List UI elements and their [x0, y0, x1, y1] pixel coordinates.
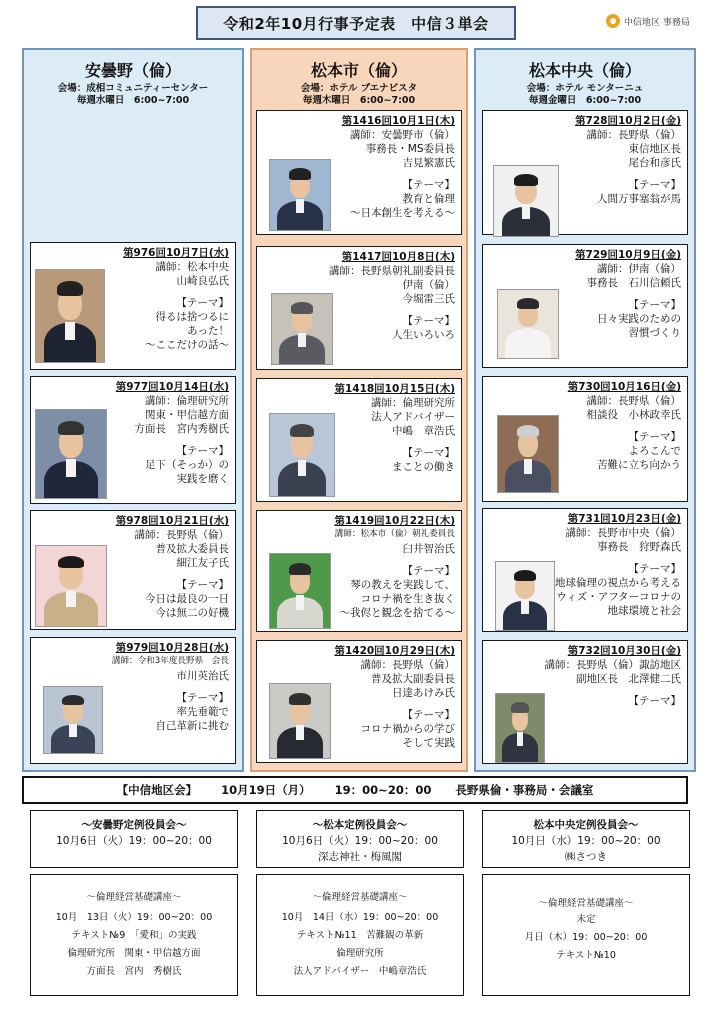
committee-time: 10月日（水）19：00~20：00: [511, 835, 661, 847]
meeting-line: 講師：長野県朝礼副委員長: [329, 265, 455, 277]
meeting-heading: 第731回10月23日(金): [567, 513, 681, 525]
meeting-line: 琴の教えを実践して、: [350, 579, 455, 591]
meeting-line: 足下（そっか）の: [145, 459, 229, 471]
meeting-line: 得るは捨つるに: [155, 311, 229, 323]
meeting-line: 講師：倫理研究所: [145, 395, 229, 407]
meeting-heading: 第729回10月9日(金): [575, 249, 681, 261]
column-venue: 会場：成相コミュニティーセンター: [57, 83, 209, 94]
meeting-line: 講師：安曇野市（倫）: [350, 129, 455, 141]
meeting-line: 地球倫理の視点から考える: [555, 577, 681, 589]
speaker-photo: [495, 561, 555, 631]
banner-date: 10月19日（月）: [221, 783, 311, 797]
meeting-line: 関東・甲信越方面: [145, 409, 229, 421]
meeting-line: ～ここだけの話～: [145, 339, 229, 351]
meeting-line: 普及拡大委員長: [155, 543, 229, 555]
meeting-heading: 第1418回10月15日(木): [334, 383, 455, 395]
committee-title: ～安曇野定例役員会～: [81, 819, 187, 831]
meeting-heading: 第732回10月30日(金): [567, 645, 681, 657]
theme-label: 【テーマ】: [628, 563, 681, 575]
speaker-photo: [269, 683, 331, 759]
committee-time: 10月6日（火）19：00~20：00: [282, 835, 438, 847]
meeting-card: [30, 242, 236, 370]
meeting-line: 法人アドバイザー: [371, 411, 455, 423]
meeting-line: 吉見繁憲氏: [402, 157, 455, 169]
meeting-line: 講師：長野県（倫）: [134, 529, 229, 541]
meeting-line: 講師：令和3年度長野県 会長: [111, 656, 229, 666]
meeting-line: 方面長 宮内秀樹氏: [134, 423, 229, 435]
lecture-line: 倫理研究所: [336, 948, 384, 959]
column-venue: 会場：ホテル ブエナビスタ: [300, 83, 418, 94]
meeting-heading: 第1416回10月1日(木): [341, 115, 455, 127]
column-title: 安曇野（倫）: [84, 61, 181, 80]
meeting-line: 講師：松本中央: [155, 261, 229, 273]
meeting-card: [482, 376, 688, 502]
meeting-line: あった！: [187, 325, 229, 337]
meeting-card: [30, 510, 236, 630]
speaker-photo: [35, 409, 107, 499]
meeting-line: ～日本創生を考える～: [350, 207, 455, 219]
banner-place: 長野県倫・事務局・会議室: [455, 783, 594, 797]
meeting-heading: 第979回10月28日(水): [115, 642, 229, 654]
column-time: 毎週金曜日 6:00~7:00: [528, 95, 642, 106]
meeting-line: 普及拡大副委員長: [371, 673, 455, 685]
meeting-line: 講師：長野県（倫）: [586, 395, 681, 407]
speaker-photo: [493, 165, 559, 237]
meeting-line: 実践を磨く: [176, 473, 229, 485]
column-time: 毎週水曜日 6:00~7:00: [76, 95, 190, 106]
meeting-line: 講師：長野県（倫）: [360, 659, 455, 671]
speaker-photo: [269, 159, 331, 231]
theme-label: 【テーマ】: [402, 447, 455, 459]
meeting-line: 自己革新に挑む: [155, 720, 229, 732]
theme-label: 【テーマ】: [176, 445, 229, 457]
meeting-line: コロナ禍からの学び: [360, 723, 455, 735]
theme-label: 【テーマ】: [628, 695, 681, 707]
committee-place: 深志神社・梅風閣: [318, 851, 402, 863]
meeting-line: 講師：長野県（倫）: [586, 129, 681, 141]
meeting-heading: 第978回10月21日(水): [115, 515, 229, 527]
committee-box-matsumoto: [256, 810, 464, 868]
meeting-line: 講師：伊南（倫）: [597, 263, 681, 275]
banner-label: 【中信地区会】: [116, 783, 198, 797]
committee-box-chuo: [482, 810, 690, 868]
meeting-line: 中嶋 章浩氏: [392, 425, 455, 437]
meeting-line: 臼井智治氏: [402, 543, 455, 555]
lecture-line: テキスト№10: [556, 950, 616, 961]
meeting-heading: 第976回10月7日(水): [123, 247, 229, 259]
meeting-line: 今堀雷三氏: [402, 293, 455, 305]
meeting-card: [482, 244, 688, 368]
meeting-line: まことの働き: [392, 461, 455, 473]
theme-label: 【テーマ】: [628, 179, 681, 191]
speaker-photo: [35, 269, 105, 363]
speaker-photo: [495, 693, 545, 763]
lecture-line: ～倫理経営基礎講座～: [86, 892, 182, 903]
meeting-line: 事務長・MS委員長: [365, 143, 455, 155]
org-logo-icon: [606, 14, 620, 28]
meeting-line: 副地区長 北澤健二氏: [576, 673, 681, 685]
meeting-line: 事務長 狩野森氏: [597, 541, 681, 553]
lecture-line: 10月 13日（火）19：00~20：00: [55, 912, 213, 923]
meeting-line: 伊南（倫）: [402, 279, 455, 291]
meeting-card: [30, 376, 236, 504]
theme-label: 【テーマ】: [628, 299, 681, 311]
meeting-line: 今日は最良の一日: [145, 593, 229, 605]
meeting-card: [256, 640, 462, 763]
lecture-line: 方面長 宮内 秀樹氏: [86, 966, 182, 977]
lecture-line: テキスト№11 苦難観の革新: [296, 930, 424, 941]
committee-title: ～松本定例役員会～: [312, 819, 408, 831]
meeting-line: 細江友子氏: [176, 557, 229, 569]
speaker-photo: [35, 545, 107, 627]
lecture-box-chuo: [482, 874, 690, 996]
org-name: 中信地区 事務局: [624, 17, 690, 28]
speaker-photo: [497, 415, 559, 493]
meeting-heading: 第730回10月16日(金): [567, 381, 681, 393]
speaker-photo: [269, 553, 331, 629]
meeting-line: 相談役 小林政幸氏: [586, 409, 681, 421]
meeting-line: 山崎良弘氏: [176, 275, 229, 287]
title-box: [196, 6, 516, 40]
lecture-line: ～倫理経営基礎講座～: [312, 892, 408, 903]
meeting-card: [482, 110, 688, 235]
column-title: 松本中央（倫）: [528, 61, 641, 80]
committee-time: 10月6日（火）19：00~20：00: [56, 835, 212, 847]
committee-place: ㈱さつき: [565, 851, 607, 863]
meeting-heading: 第1420回10月29日(木): [334, 645, 455, 657]
lecture-line: テキスト№9 「愛和」の実践: [71, 930, 197, 941]
theme-label: 【テーマ】: [176, 297, 229, 309]
meeting-line: 日達あけみ氏: [392, 687, 455, 699]
lecture-line: 月日（木）19：00~20：00: [524, 932, 648, 943]
meeting-line: そして実践: [402, 737, 455, 749]
meeting-heading: 第1417回10月8日(木): [341, 251, 455, 263]
theme-label: 【テーマ】: [402, 709, 455, 721]
meeting-line: 事務長 石川信頼氏: [586, 277, 681, 289]
meeting-line: 講師：松本市（倫）朝礼委員長: [334, 529, 455, 539]
lecture-line: 未定: [576, 914, 596, 925]
meeting-line: よろこんで: [628, 445, 681, 457]
meeting-line: 教育と倫理: [402, 193, 455, 205]
lecture-line: 法人アドバイザー 中嶋章浩氏: [293, 966, 427, 977]
meeting-line: 率先垂範で: [176, 706, 229, 718]
meeting-line: 人間万事塞翁が馬: [597, 193, 681, 205]
speaker-photo: [269, 413, 335, 497]
column-time: 毎週木曜日 6:00~7:00: [302, 95, 416, 106]
org-label: [606, 14, 690, 28]
meeting-card: [256, 510, 462, 632]
meeting-line: 講師：倫理研究所: [371, 397, 455, 409]
meeting-line: 日々実践のための: [597, 313, 681, 325]
lecture-box-azumino: [30, 874, 238, 996]
lecture-line: ～倫理経営基礎講座～: [538, 898, 634, 909]
meeting-heading: 第1419回10月22日(木): [334, 515, 455, 527]
meeting-card: [256, 246, 462, 370]
meeting-line: ～我侭と観念を捨てる～: [339, 607, 455, 619]
speaker-photo: [43, 686, 103, 754]
meeting-line: 講師：長野県（倫）諏訪地区: [544, 659, 681, 671]
meeting-card: [482, 640, 688, 764]
theme-label: 【テーマ】: [402, 565, 455, 577]
meeting-line: 地球環境と社会: [607, 605, 681, 617]
column-venue: 会場：ホテル モンターニュ: [526, 83, 644, 94]
district-meeting-banner: [22, 776, 688, 804]
meeting-line: 講師：長野市中央（倫）: [565, 527, 681, 539]
committee-box-azumino: [30, 810, 238, 868]
meeting-line: 東信地区長: [628, 143, 681, 155]
lecture-line: 10月 14日（水）19：00~20：00: [281, 912, 439, 923]
meeting-card: [482, 508, 688, 632]
page-title: 令和2年10月行事予定表 中信３単会: [223, 14, 489, 33]
meeting-line: 苦難に立ち向かう: [597, 459, 681, 471]
meeting-line: 人生いろいろ: [392, 329, 455, 341]
meeting-line: 今は無二の好機: [155, 607, 229, 619]
column-title: 松本市（倫）: [310, 61, 407, 80]
meeting-line: コロナ禍を生き抜く: [360, 593, 455, 605]
speaker-photo: [497, 289, 559, 359]
meeting-line: 習慣づくり: [628, 327, 681, 339]
theme-label: 【テーマ】: [628, 431, 681, 443]
banner-time: 19：00~20：00: [334, 783, 432, 797]
theme-label: 【テーマ】: [176, 692, 229, 704]
meeting-line: 市川英治氏: [176, 670, 229, 682]
meeting-line: 尾台和彦氏: [628, 157, 681, 169]
speaker-photo: [271, 293, 333, 365]
theme-label: 【テーマ】: [402, 315, 455, 327]
committee-title: 松本中央定例役員会～: [533, 819, 639, 831]
meeting-card: [256, 378, 462, 502]
meeting-heading: 第977回10月14日(水): [115, 381, 229, 393]
lecture-line: 倫理研究所 関東・甲信越方面: [67, 948, 201, 959]
theme-label: 【テーマ】: [402, 179, 455, 191]
meeting-heading: 第728回10月2日(金): [575, 115, 681, 127]
meeting-line: ウィズ・アフターコロナの: [556, 591, 681, 603]
theme-label: 【テーマ】: [176, 579, 229, 591]
meeting-card: [30, 637, 236, 764]
lecture-box-matsumoto: [256, 874, 464, 996]
meeting-card: [256, 110, 462, 235]
